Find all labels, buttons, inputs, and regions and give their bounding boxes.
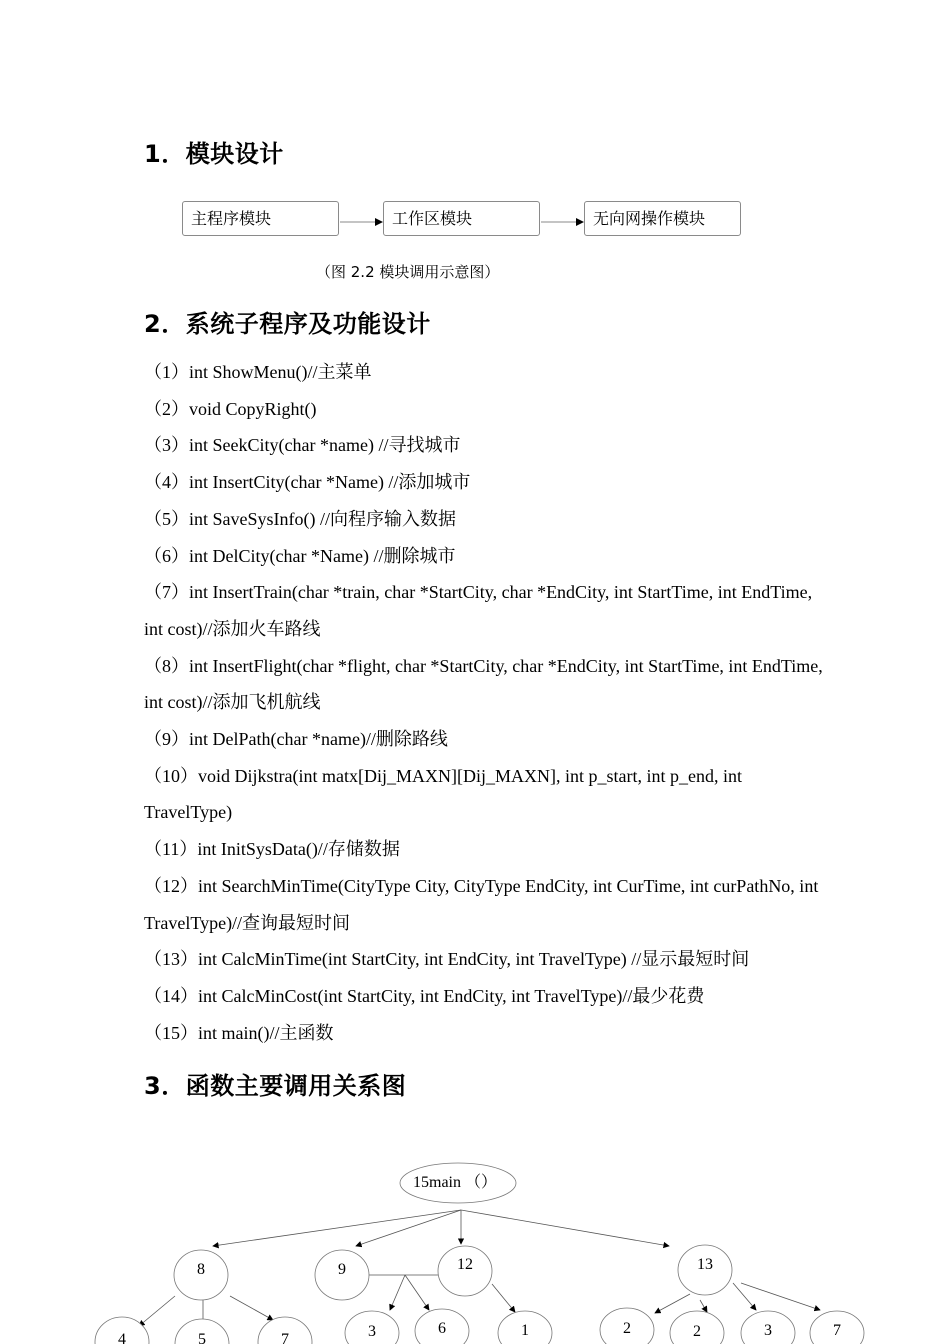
module-box-workspace: 工作区模块	[383, 201, 540, 236]
function-text: （10）void Dijkstra(int matx[Dij_MAXN][Dij_MAXN], int p_start, int p_end, int TravelType)	[144, 765, 742, 823]
node-label-2b: 2	[693, 1323, 701, 1340]
node-label-7b: 7	[833, 1322, 841, 1339]
node-label-6: 6	[438, 1320, 446, 1337]
node-label-4: 4	[118, 1331, 126, 1344]
function-text: （7）int InsertTrain(char *train, char *StartCity, char *EndCity, int StartTime, int EndTime, int cost)//添加火车路线	[144, 582, 813, 639]
node-label-13: 13	[697, 1256, 713, 1273]
function-text: （12）int SearchMinTime(CityType City, CityType EndCity, int CurTime, int curPathNo, int TravelType)//查询最短时间	[144, 875, 819, 933]
function-text: （2）void CopyRight()	[144, 398, 317, 419]
node-label-3a: 3	[368, 1323, 376, 1340]
node-label-2a: 2	[623, 1320, 631, 1337]
section-heading-call-graph: 3．函数主要调用关系图	[144, 1072, 407, 1100]
function-text: （5）int SaveSysInfo() //向程序输入数据	[144, 508, 456, 529]
function-text: （3）int SeekCity(char *name) //寻找城市	[144, 435, 461, 456]
edge-9-3	[390, 1275, 405, 1310]
node-label-7a: 7	[281, 1331, 289, 1344]
function-text: （1）int ShowMenu()//主菜单	[144, 362, 372, 382]
module-box-main: 主程序模块	[182, 201, 339, 236]
function-text: （11）int InitSysData()//存储数据	[144, 839, 400, 860]
edge-8-7	[230, 1296, 273, 1320]
edge-9-6	[405, 1275, 429, 1310]
edge-root-8	[213, 1210, 461, 1246]
edge-13-2a	[655, 1294, 690, 1313]
edge-root-9	[356, 1210, 461, 1246]
node-label-5: 5	[198, 1331, 206, 1344]
node-label-1: 1	[521, 1322, 529, 1339]
node-label-8: 8	[197, 1261, 205, 1278]
edge-12-1	[492, 1284, 515, 1312]
node-label-12: 12	[457, 1256, 473, 1273]
function-text: （9）int DelPath(char *name)//删除路线	[144, 729, 448, 750]
edge-root-13	[461, 1210, 669, 1246]
edge-13-2b	[700, 1300, 707, 1312]
node-label-3b: 3	[764, 1322, 772, 1339]
function-text: （4）int InsertCity(char *Name) //添加城市	[144, 472, 471, 493]
section-heading-module-design: 1．模块设计	[144, 140, 284, 168]
figure-caption: （图 2.2 模块调用示意图）	[316, 263, 500, 281]
function-text: （14）int CalcMinCost(int StartCity, int EndCity, int TravelType)//最少花费	[144, 985, 705, 1006]
node-label-9: 9	[338, 1261, 346, 1278]
edge-8-4	[139, 1296, 175, 1326]
node-label-root: 15main （）	[413, 1174, 497, 1191]
function-text: （15）int main()//主函数	[144, 1022, 334, 1043]
function-text: （8）int InsertFlight(char *flight, char *StartCity, char *EndCity, int StartTime, int EndTime, int cost)//添加飞机航线	[144, 655, 823, 713]
module-box-graph-ops: 无向网操作模块	[584, 201, 741, 236]
function-text: （6）int DelCity(char *Name) //删除城市	[144, 545, 456, 566]
section-heading-subroutines: 2．系统子程序及功能设计	[144, 310, 431, 338]
function-text: （13）int CalcMinTime(int StartCity, int EndCity, int TravelType) //显示最短时间	[144, 949, 750, 970]
